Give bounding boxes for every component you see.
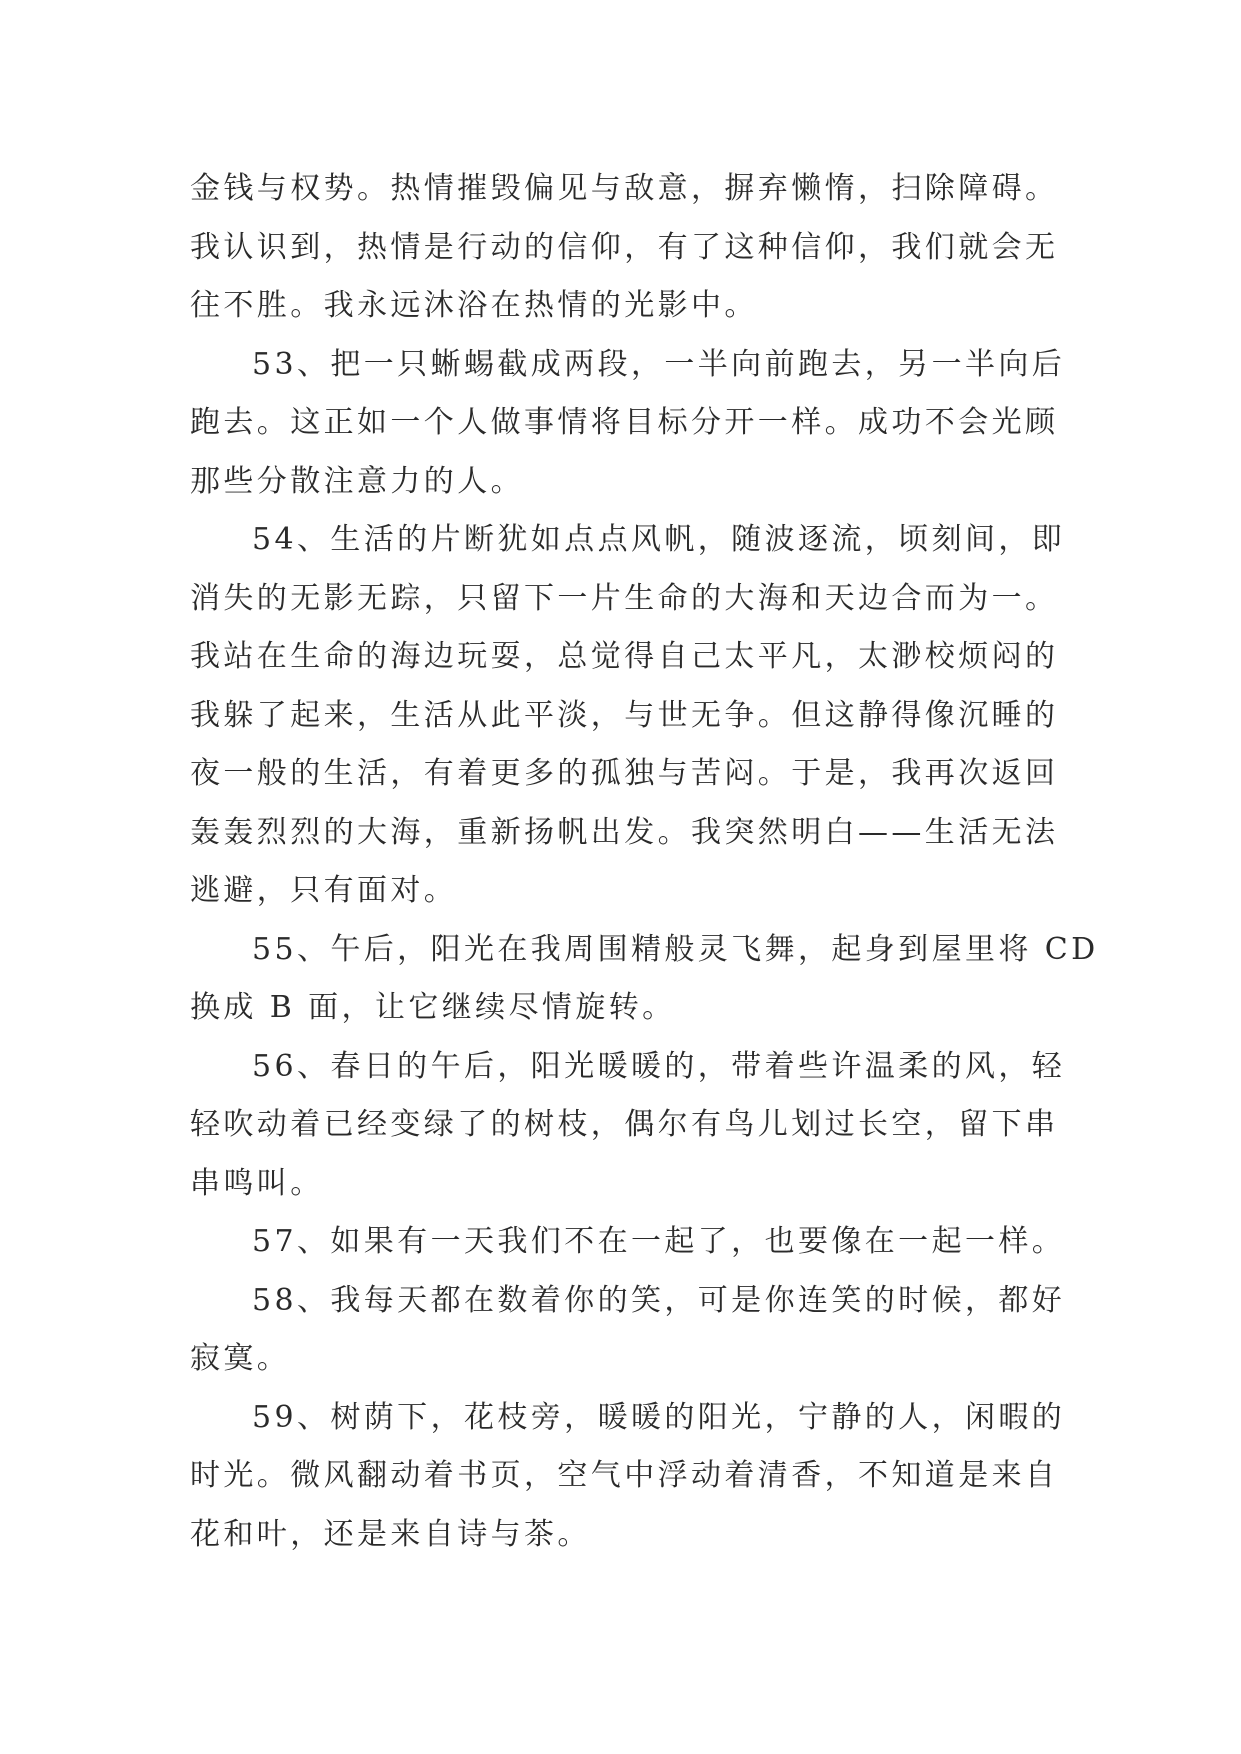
text-line: 逃避，只有面对。	[190, 873, 458, 908]
text-line: 我躲了起来，生活从此平淡，与世无争。但这静得像沉睡的	[190, 697, 1059, 733]
text-line: 时光。微风翻动着书页，空气中浮动着清香，不知道是来自	[190, 1458, 1059, 1493]
text-line: 消失的无影无踪，只留下一片生命的大海和天边合而为一。	[190, 580, 1059, 616]
paragraph-56	[190, 1038, 1070, 1214]
paragraph-53	[190, 336, 1070, 512]
text-line: 跑去。这正如一个人做事情将目标分开一样。成功不会光顾	[190, 405, 1059, 440]
text-line: 58、我每天都在数着你的笑，可是你连笑的时候，都好	[252, 1282, 1066, 1318]
text-line: 换成 B 面，让它继续尽情旋转。	[190, 990, 676, 1025]
text-line: 53、把一只蜥蜴截成两段，一半向前跑去，另一半向后	[252, 346, 1066, 382]
text-line: 55、午后，阳光在我周围精般灵飞舞，起身到屋里将 CD	[252, 931, 1099, 967]
paragraph-58	[190, 1272, 1070, 1389]
text-line: 59、树荫下，花枝旁，暖暖的阳光，宁静的人，闲暇的	[252, 1399, 1066, 1435]
text-line: 我站在生命的海边玩耍，总觉得自己太平凡，太渺校烦闷的	[190, 639, 1059, 674]
text-line: 轻吹动着已经变绿了的树枝，偶尔有鸟儿划过长空，留下串	[190, 1107, 1059, 1142]
text-line: 我认识到，热情是行动的信仰，有了这种信仰，我们就会无	[190, 229, 1059, 265]
text-line: 夜一般的生活，有着更多的孤独与苦闷。于是，我再次返回	[190, 756, 1059, 791]
text-line: 花和叶，还是来自诗与茶。	[190, 1516, 591, 1552]
text-line: 金钱与权势。热情摧毁偏见与敌意，摒弃懒惰，扫除障碍。	[190, 171, 1059, 206]
text-line: 57、如果有一天我们不在一起了，也要像在一起一样。	[252, 1224, 1066, 1259]
paragraph-54	[190, 511, 1070, 921]
paragraph-continuation	[190, 160, 1070, 336]
text-line: 往不胜。我永远沐浴在热情的光影中。	[190, 288, 758, 323]
paragraph-57	[190, 1213, 1070, 1272]
text-line: 54、生活的片断犹如点点风帆，随波逐流，顷刻间，即	[252, 522, 1066, 557]
text-line: 56、春日的午后，阳光暖暖的，带着些许温柔的风，轻	[252, 1048, 1066, 1084]
text-line: 串鸣叫。	[190, 1165, 324, 1201]
text-line: 轰轰烈烈的大海，重新扬帆出发。我突然明白——生活无法	[190, 814, 1059, 850]
text-line: 寂寞。	[190, 1341, 291, 1376]
paragraph-59	[190, 1389, 1070, 1565]
document-body	[190, 160, 1099, 1564]
text-line: 那些分散注意力的人。	[190, 463, 524, 499]
paragraph-55	[190, 921, 1099, 1038]
